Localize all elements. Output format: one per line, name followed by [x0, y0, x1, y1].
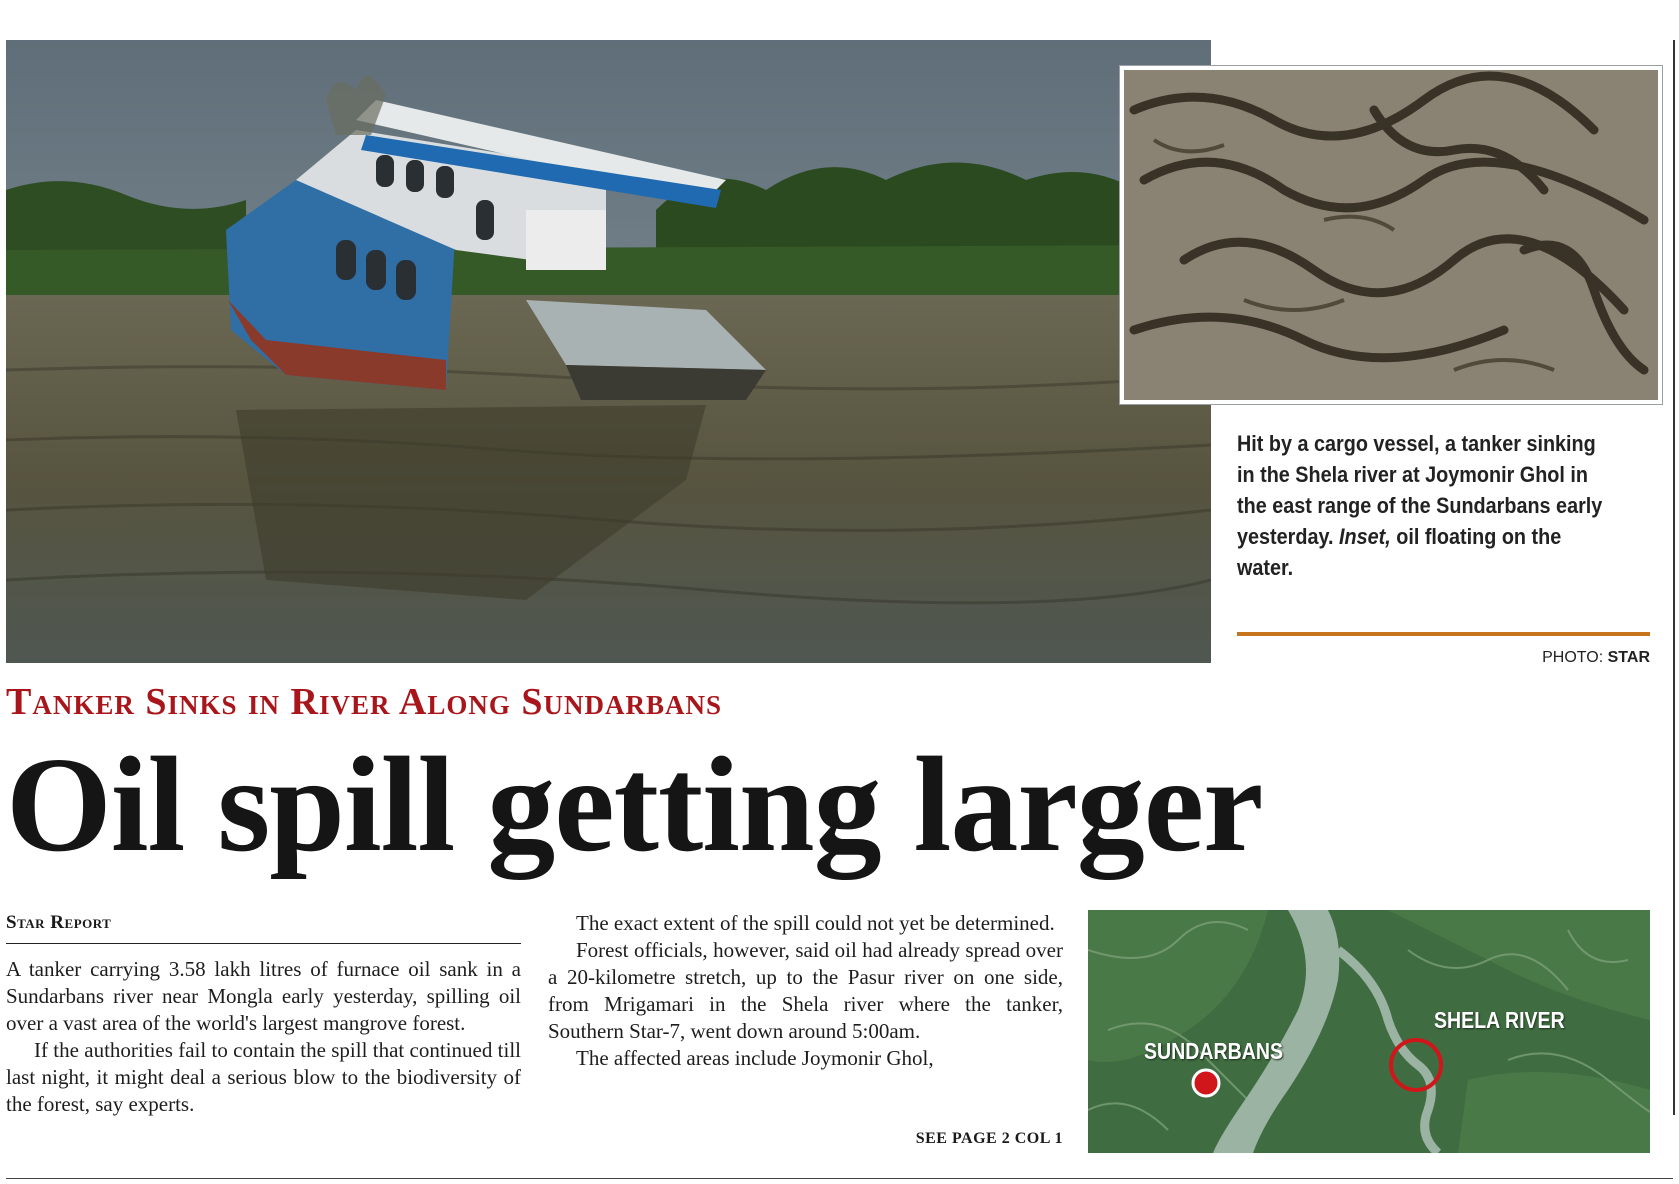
caption-text: Hit by a cargo vessel, a tanker sinking in the Shela river at Joymonir Ghol in the east range of the Sundarbans early yesterday. — [1237, 431, 1603, 549]
main-photo-sinking-tanker — [6, 40, 1211, 663]
photo-credit-source: STAR — [1607, 649, 1650, 666]
paragraph: The affected areas include Joymonir Ghol, — [576, 1046, 934, 1070]
photo-caption — [1237, 428, 1606, 583]
page-right-border — [1673, 40, 1675, 1115]
article-column-2 — [548, 910, 1063, 1072]
paragraph: The exact extent of the spill could not yet be determined. — [576, 911, 1055, 935]
paragraph: If the authorities fail to contain the spill that continued till last night, it might deal a serious blow to the biodiversity of the forest, say experts. — [6, 1038, 521, 1116]
caption-text-end: oil floating on the water. — [1237, 524, 1562, 580]
paragraph: A tanker carrying 3.58 lakh litres of furnace oil sank in a Sundarbans river near Mongla early yesterday, spilling oil over a vast area of the world's largest mangrove forest. — [6, 957, 521, 1035]
kicker-headline: Tanker Sinks in River Along Sundarbans — [6, 681, 722, 723]
map-label-sundarbans: SUNDARBANS — [1144, 1038, 1284, 1064]
photo-credit — [1490, 649, 1650, 667]
paragraph: Forest officials, however, said oil had already spread over a 20-kilometre stretch, up to the Pasur river on one side, from Mrigamari in the Shela river where the tanker, Southern Star-7, went down around 5:00am. — [548, 938, 1063, 1043]
inset-photo-oil-on-water — [1120, 66, 1662, 404]
byline-rule — [6, 943, 521, 944]
article-column-1 — [6, 956, 521, 1118]
sundarbans-marker — [1193, 1070, 1219, 1096]
page-bottom-rule — [6, 1178, 1673, 1179]
byline: Star Report — [6, 912, 112, 933]
caption-inset-word: Inset, — [1339, 524, 1391, 549]
location-map — [1088, 910, 1650, 1153]
caption-rule — [1237, 632, 1650, 636]
continuation-jump-line: SEE PAGE 2 COL 1 — [915, 1130, 1063, 1147]
main-headline: Oil spill getting larger — [6, 730, 1263, 880]
photo-credit-label: PHOTO: — [1542, 649, 1604, 666]
map-label-shela-river: SHELA RIVER — [1434, 1007, 1565, 1033]
